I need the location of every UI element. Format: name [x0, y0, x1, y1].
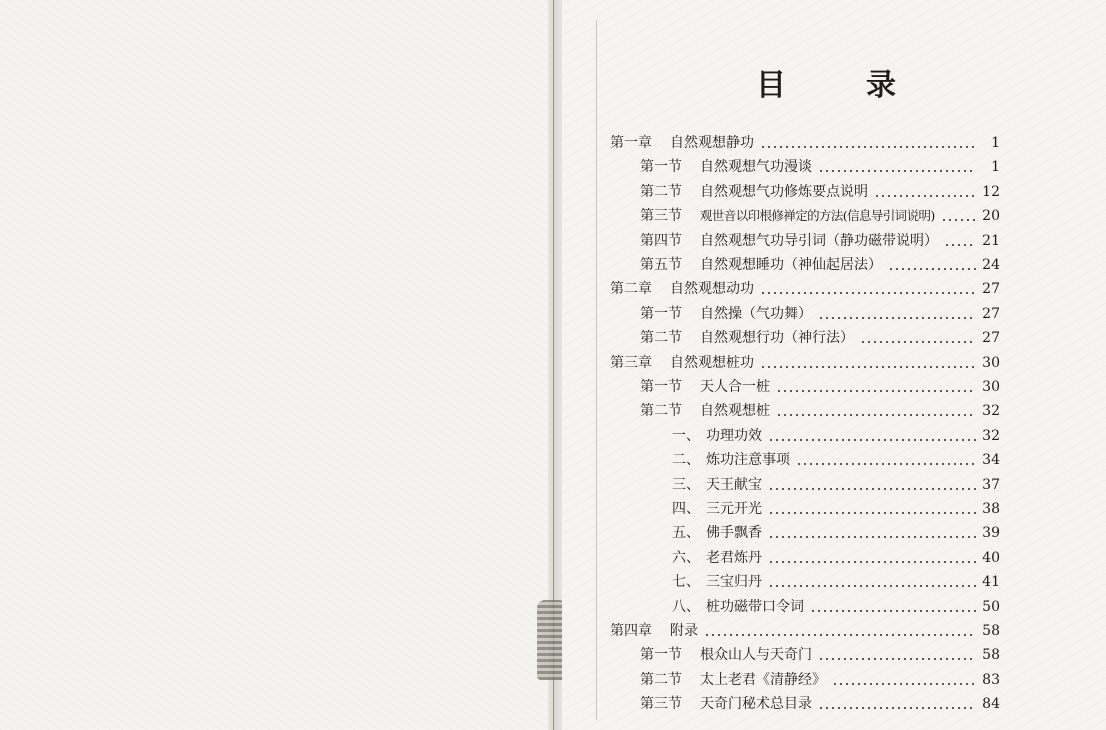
- toc-entry-title: 自然观想桩功: [670, 354, 754, 371]
- toc-entry-number: 第二章: [610, 281, 652, 298]
- page-title: [756, 62, 896, 102]
- toc-entry[interactable]: [640, 325, 1000, 347]
- toc-entry-title: 炼功注意事项: [706, 452, 790, 469]
- toc-leader-dots: [768, 512, 976, 514]
- toc-entry-title: 老君炼丹: [706, 549, 762, 566]
- toc-entry-number: 第一节: [640, 159, 682, 176]
- toc-leader-dots: [941, 219, 976, 221]
- toc-leader-dots: [944, 244, 976, 246]
- toc-entry-number: 第四节: [640, 232, 682, 249]
- toc-leader-dots: [818, 170, 976, 172]
- toc-leader-dots: [818, 707, 976, 709]
- toc-leader-dots: [818, 658, 976, 660]
- toc-entry-page: 27: [982, 281, 1000, 298]
- left-page-blank: [0, 0, 548, 730]
- toc-entry[interactable]: [672, 569, 1000, 591]
- title-char-2: 录: [866, 68, 896, 103]
- toc-entry-title: 自然观想静功: [670, 135, 754, 151]
- toc-entry-number: 第一节: [640, 647, 682, 664]
- toc-entry-page: 39: [982, 525, 1000, 542]
- toc-entry[interactable]: [640, 252, 1000, 274]
- toc-entry-page: 1: [991, 159, 1000, 176]
- toc-entry-title: 观世音以印根修禅定的方法(信息导引词说明): [700, 208, 935, 224]
- toc-entry[interactable]: [610, 130, 1000, 152]
- toc-entry[interactable]: [640, 667, 1000, 689]
- toc-entry-page: 20: [982, 208, 1000, 225]
- toc-entry-page: 41: [982, 574, 1000, 591]
- toc-leader-dots: [874, 195, 976, 197]
- toc-entry-page: 40: [982, 549, 1000, 566]
- toc-entry-title: 佛手飘香: [706, 525, 762, 542]
- toc-entry[interactable]: [640, 398, 1000, 420]
- toc-entry[interactable]: [610, 276, 1000, 298]
- toc-leader-dots: [776, 390, 976, 392]
- toc-entry-title: 附录: [670, 623, 698, 639]
- toc-entry-page: 24: [982, 257, 1000, 273]
- toc-leader-dots: [704, 634, 976, 636]
- toc-entry-page: 84: [982, 696, 1000, 713]
- toc-entry-page: 1: [991, 135, 1000, 151]
- toc-entry-page: 30: [982, 354, 1000, 371]
- toc-leader-dots: [776, 414, 976, 416]
- toc-leader-dots: [768, 585, 976, 587]
- toc-entry[interactable]: [672, 472, 1000, 494]
- toc-entry[interactable]: [640, 374, 1000, 396]
- toc-entry-title: 自然观想气功漫谈: [700, 159, 812, 176]
- toc-entry[interactable]: [640, 179, 1000, 201]
- toc-entry[interactable]: [672, 496, 1000, 518]
- toc-leader-dots: [760, 292, 976, 294]
- toc-entry-page: 27: [982, 305, 1000, 322]
- toc-entry[interactable]: [640, 228, 1000, 250]
- toc-entry-number: 第二节: [640, 403, 682, 420]
- toc-entry-number: 第一节: [640, 379, 682, 395]
- toc-entry-page: 58: [982, 647, 1000, 664]
- toc-entry-title: 自然观想睡功（神仙起居法）: [700, 257, 882, 273]
- toc-leader-dots: [768, 536, 976, 538]
- toc-entry[interactable]: [640, 691, 1000, 713]
- toc-entry-title: 自然观想气功修炼要点说明: [700, 183, 868, 200]
- toc-entry-page: 58: [982, 623, 1000, 639]
- toc-entry-page: 32: [982, 427, 1000, 444]
- toc-leader-dots: [810, 610, 976, 612]
- toc-entry-title: 自然操（气功舞）: [700, 305, 812, 322]
- toc-entry[interactable]: [672, 520, 1000, 542]
- toc-entry-number: 二、: [672, 452, 700, 469]
- toc-entry-page: 12: [982, 183, 1000, 200]
- toc-entry-title: 天奇门秘术总目录: [700, 696, 812, 713]
- toc-entry[interactable]: [672, 545, 1000, 567]
- toc-entry-title: 根众山人与天奇门: [700, 647, 812, 664]
- toc-leader-dots: [760, 146, 976, 148]
- toc-entry-title: 自然观想桩: [700, 403, 770, 420]
- toc-entry-title: 自然观想行功（神行法）: [700, 330, 854, 347]
- toc-entry-title: 三宝归丹: [706, 574, 762, 591]
- toc-entry-number: 第二节: [640, 671, 682, 688]
- toc-leader-dots: [760, 366, 976, 368]
- toc-entry-title: 天王献宝: [706, 476, 762, 493]
- toc-entry-number: 第二节: [640, 330, 682, 347]
- toc-entry-number: 一、: [672, 427, 700, 444]
- toc-entry[interactable]: [640, 301, 1000, 323]
- toc-leader-dots: [768, 561, 976, 563]
- toc-entry-number: 第三章: [610, 354, 652, 371]
- toc-entry-page: 34: [982, 452, 1000, 469]
- toc-entry-title: 三元开光: [706, 501, 762, 517]
- toc-entry-title: 功理功效: [706, 427, 762, 444]
- toc-entry-page: 32: [982, 403, 1000, 420]
- toc-entry-number: 第一章: [610, 135, 652, 151]
- toc-leader-dots: [818, 317, 976, 319]
- toc-entry[interactable]: [640, 154, 1000, 176]
- toc-leader-dots: [768, 439, 976, 441]
- toc-leader-dots: [860, 341, 976, 343]
- toc-entry-number: 六、: [672, 549, 700, 566]
- toc-entry-number: 第四章: [610, 623, 652, 639]
- toc-entry[interactable]: [672, 423, 1000, 445]
- toc-entry[interactable]: [672, 594, 1000, 616]
- toc-entry-page: 37: [982, 476, 1000, 493]
- toc-entry-title: 自然观想气功导引词（静功磁带说明）: [700, 232, 938, 249]
- toc-entry-page: 27: [982, 330, 1000, 347]
- toc-entry-number: 八、: [672, 598, 700, 615]
- toc-entry-number: 七、: [672, 574, 700, 591]
- toc-entry[interactable]: [640, 203, 1000, 225]
- toc-entry-page: 50: [982, 598, 1000, 615]
- toc-entry-number: 第三节: [640, 696, 682, 713]
- toc-entry-page: 21: [982, 232, 1000, 249]
- title-char-1: 目: [756, 68, 786, 103]
- toc-entry-number: 第五节: [640, 257, 682, 273]
- toc-entry-number: 五、: [672, 525, 700, 542]
- toc-entry-title: 自然观想动功: [670, 281, 754, 298]
- toc-leader-dots: [888, 268, 976, 270]
- toc-entry[interactable]: [640, 642, 1000, 664]
- toc-entry-number: 第三节: [640, 208, 682, 225]
- page-margin-rule: [596, 20, 597, 720]
- toc-entry-title: 天人合一桩: [700, 379, 770, 395]
- toc-leader-dots: [796, 463, 976, 465]
- toc-entry[interactable]: [672, 447, 1000, 469]
- toc-entry-number: 三、: [672, 476, 700, 493]
- toc-entry[interactable]: [610, 618, 1000, 640]
- toc-entry-number: 四、: [672, 501, 700, 517]
- toc-leader-dots: [768, 488, 976, 490]
- toc-entry[interactable]: [610, 350, 1000, 372]
- toc-entry-page: 38: [982, 501, 1000, 517]
- toc-entry-number: 第一节: [640, 305, 682, 322]
- toc-entry-number: 第二节: [640, 183, 682, 200]
- toc-entry-title: 太上老君《清静经》: [700, 671, 826, 688]
- toc-leader-dots: [832, 683, 976, 685]
- toc-entry-page: 83: [982, 671, 1000, 688]
- toc-entry-title: 桩功磁带口令词: [706, 598, 804, 615]
- toc-entry-page: 30: [982, 379, 1000, 395]
